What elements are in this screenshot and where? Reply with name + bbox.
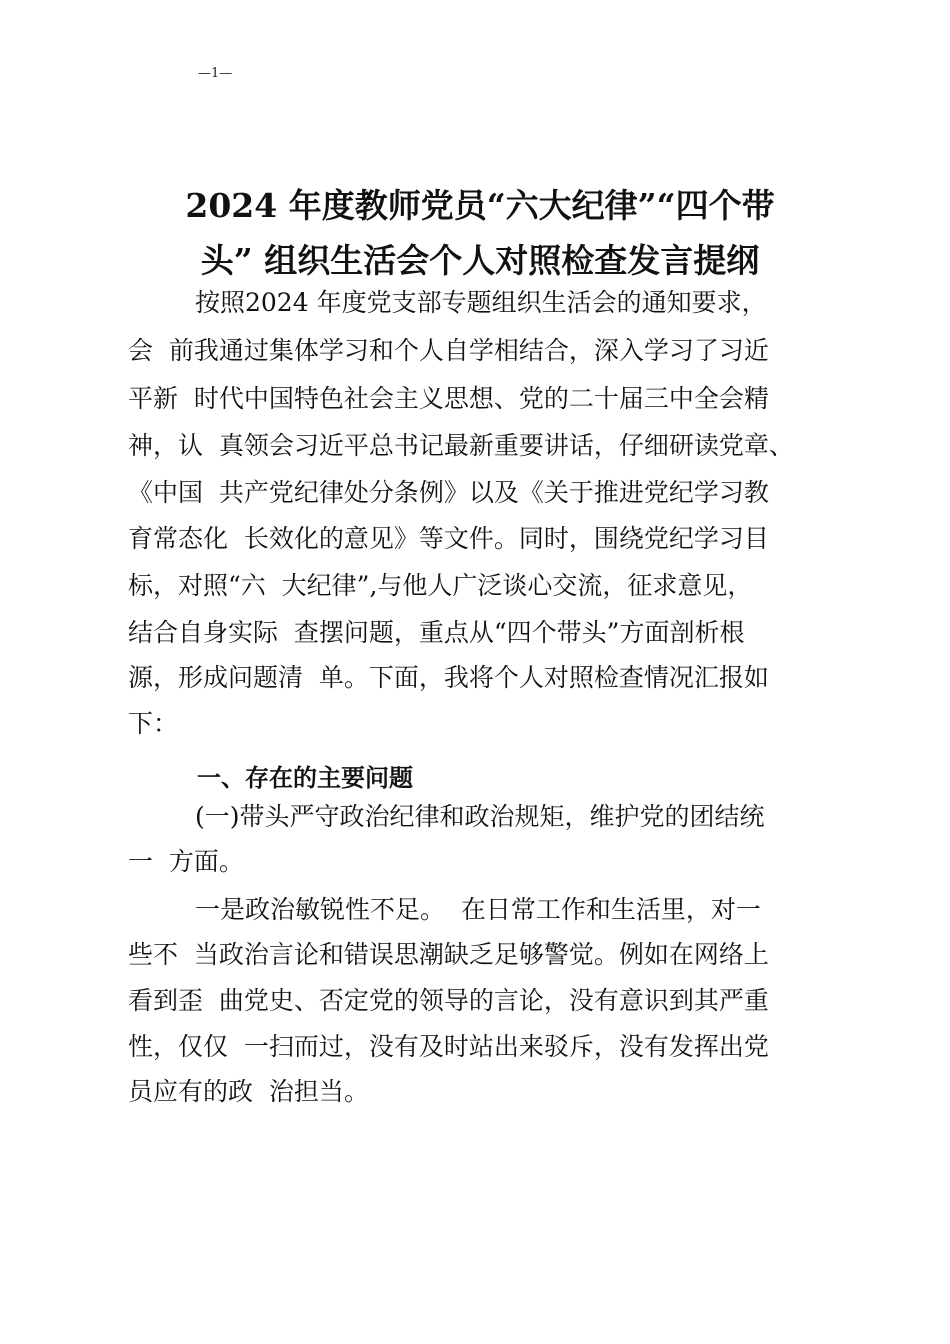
body-paragraph-line: 按照2024 年度党支部专题组织生活会的通知要求， (195, 288, 767, 317)
point-paragraph-line: 性，仅仅 一扫而过，没有及时站出来驳斥，没有发挥出党 (128, 1032, 769, 1061)
body-paragraph-line: 育常态化 长效化的意见》等文件。同时，围绕党纪学习目 (128, 524, 769, 553)
page-number: —1— (198, 66, 233, 81)
document-title-line-1: 2024 年度教师党员“六大纪律”“四个带 (185, 186, 775, 225)
subsection-line: 一 方面。 (128, 847, 244, 876)
body-paragraph-line: 下： (128, 709, 179, 738)
point-paragraph-line: 看到歪 曲党史、否定党的领导的言论，没有意识到其严重 (128, 986, 769, 1015)
body-paragraph-line: 标，对照“六 大纪律”,与他人广泛谈心交流，征求意见， (128, 571, 753, 600)
subsection-line: (一)带头严守政治纪律和政治规矩，维护党的团结统 (195, 802, 765, 831)
body-paragraph-line: 平新 时代中国特色社会主义思想、党的二十届三中全会精 (128, 384, 769, 413)
body-paragraph-line: 会 前我通过集体学习和个人自学相结合，深入学习了习近 (128, 336, 769, 365)
body-paragraph-line: 源，形成问题清 单。下面，我将个人对照检查情况汇报如 (128, 663, 769, 692)
point-paragraph-line: 些不 当政治言论和错误思潮缺乏足够警觉。例如在网络上 (128, 940, 769, 969)
section-heading: 一、存在的主要问题 (197, 763, 413, 792)
point-paragraph-line: 员应有的政 治担当。 (128, 1077, 369, 1106)
body-paragraph-line: 《中国 共产党纪律处分条例》以及《关于推进党纪学习教 (128, 478, 769, 507)
document-title-line-2: 头” 组织生活会个人对照检查发言提纲 (200, 241, 760, 280)
body-paragraph-line: 结合自身实际 查摆问题，重点从“四个带头”方面剖析根 (128, 618, 745, 647)
body-paragraph-line: 神，认 真领会习近平总书记最新重要讲话，仔细研读党章、 (128, 431, 794, 460)
point-paragraph-line: 一是政治敏锐性不足。 在日常工作和生活里，对一 (195, 895, 761, 924)
